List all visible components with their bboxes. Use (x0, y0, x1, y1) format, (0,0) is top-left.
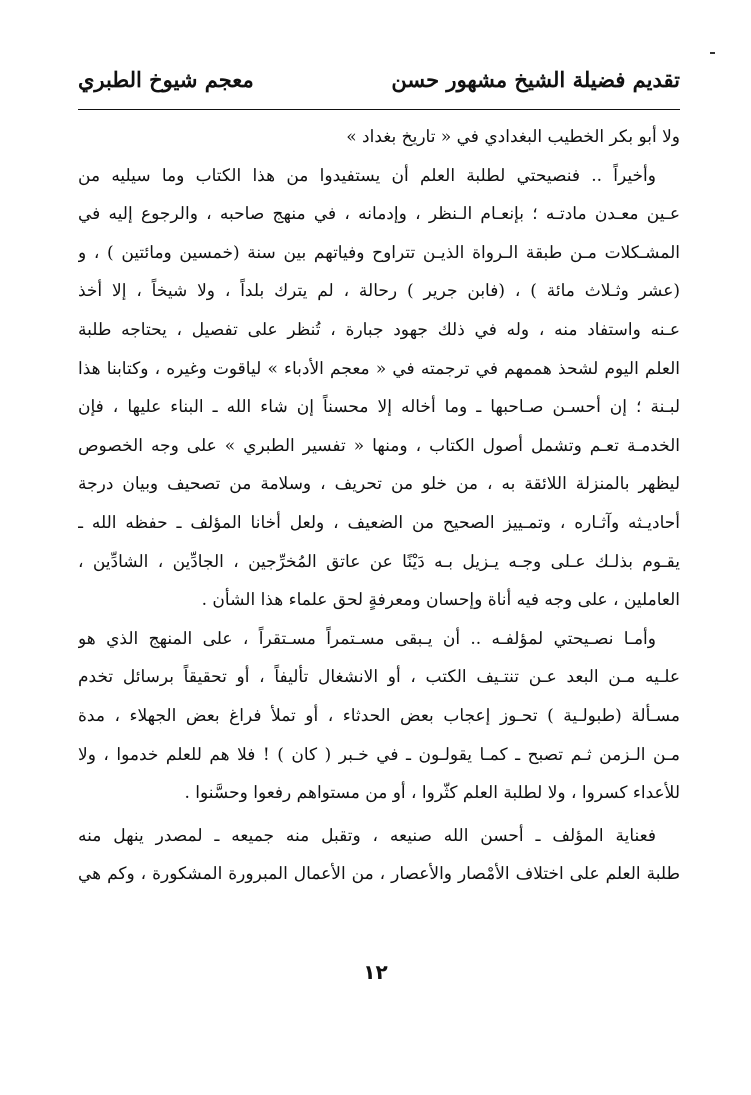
text-line: طلبة العلم على اختلاف الأمْصار والأعصار ، من الأعمال المبرورة المشكورة ، وكم هي (78, 864, 680, 885)
header-book-title: معجم شيوخ الطبري (78, 67, 254, 92)
text-line: وأمـا نصـيحتي لمؤلفـه .. أن يـبقى مسـتمراً مسـتقراً ، على المنهج الذي هو (78, 628, 656, 649)
text-line: أحاديـثه وآثـاره ، وتمـييز الصحيح من الضعيف ، ولعل أخانا المؤلف ـ حفظه الله ـ (78, 512, 680, 533)
text-line: وأخيراً .. فنصيحتي لطلبة العلم أن يستفيدوا من هذا الكتاب وما سيليه من (78, 165, 656, 186)
text-line: (عشر وثـلاث مائة ) ، (فابن جرير ) رحالة ، لم يترك بلداً ، ولا شيخاً ، إلا أخذ (78, 281, 680, 302)
margin-mark (710, 52, 715, 54)
text-line: مسـألة (طبولـية ) تحـوز إعجاب بعض الحدثاء ، أو تملأ فراغ بعض الجهلاء ، مدة (78, 705, 680, 726)
header-rule (78, 109, 680, 110)
header-section-title: تقديم فضيلة الشيخ مشهور حسن (391, 67, 680, 92)
body-text (78, 118, 680, 894)
text-line: يقـوم بذلـك عـلى وجـه يـزيل بـه دَيْنًا عن عاتق المُخرِّجين ، الجادِّين ، الشادِّين ، (78, 551, 680, 572)
running-header (78, 65, 680, 99)
text-line: المشـكلات مـن طبقة الـرواة الذيـن تتراوح وفياتهم بين سنة (خمسين ومائتين ) ، و (78, 242, 680, 263)
text-line: ليظهر بالمنزلة اللائقة به ، من خلو من تحريف ، وسلامة من تصحيف وبيان درجة (78, 474, 680, 495)
text-line: للأعداء كسروا ، ولا لطلبة العلم كثّروا ، أو من مستواهم رفعوا وحسَّنوا . (184, 783, 680, 804)
text-line: مـن الـزمن ثـم تصبح ـ كمـا يقولـون ـ في خـبر ( كان ) ! فلا هم للعلم خدموا ، ولا (78, 744, 680, 765)
text-line: لبـنة ؛ إن أحسـن صـاحبها ـ وما أخاله إلا محسناً إن شاء الله ـ البناء عليها ، فإن (78, 397, 680, 418)
text-line: ولا أبو بكر الخطيب البغدادي في « تاريخ بغداد » (346, 127, 680, 147)
text-line: علـيه مـن البعد عـن تنتـيف الكتب ، أو الانشغال تأليفاً ، أو تحقيقاً برسائل تخدم (78, 667, 680, 688)
text-line: عـين معـدن مادتـه ؛ بإنعـام الـنظر ، وإدمانه ، في منهج صاحبه ، والرجوع إليه في (78, 204, 680, 225)
text-line: الخدمـة تعـم وتشمل أصول الكتاب ، ومنها « تفسير الطبري » على وجه الخصوص (78, 435, 680, 456)
text-line: عـنه واستفاد منه ، وله في ذلك جهود جبارة ، تُنظر على تفصيل ، يحتاجه طلبة (78, 319, 680, 340)
text-line: العلم اليوم لشحذ هممهم في ترجمته في « معجم الأدباء » لياقوت وغيره ، وكتابنا هذا (78, 358, 680, 379)
page-number: ١٢ (363, 960, 388, 984)
text-line: فعناية المؤلف ـ أحسن الله صنيعه ، وتقبل منه جميعه ـ لمصدر ينهل منه (78, 825, 656, 846)
text-line: العاملين ، على وجه فيه أناة وإحسان ومعرفةٍ لحق علماء هذا الشأن . (201, 590, 680, 611)
